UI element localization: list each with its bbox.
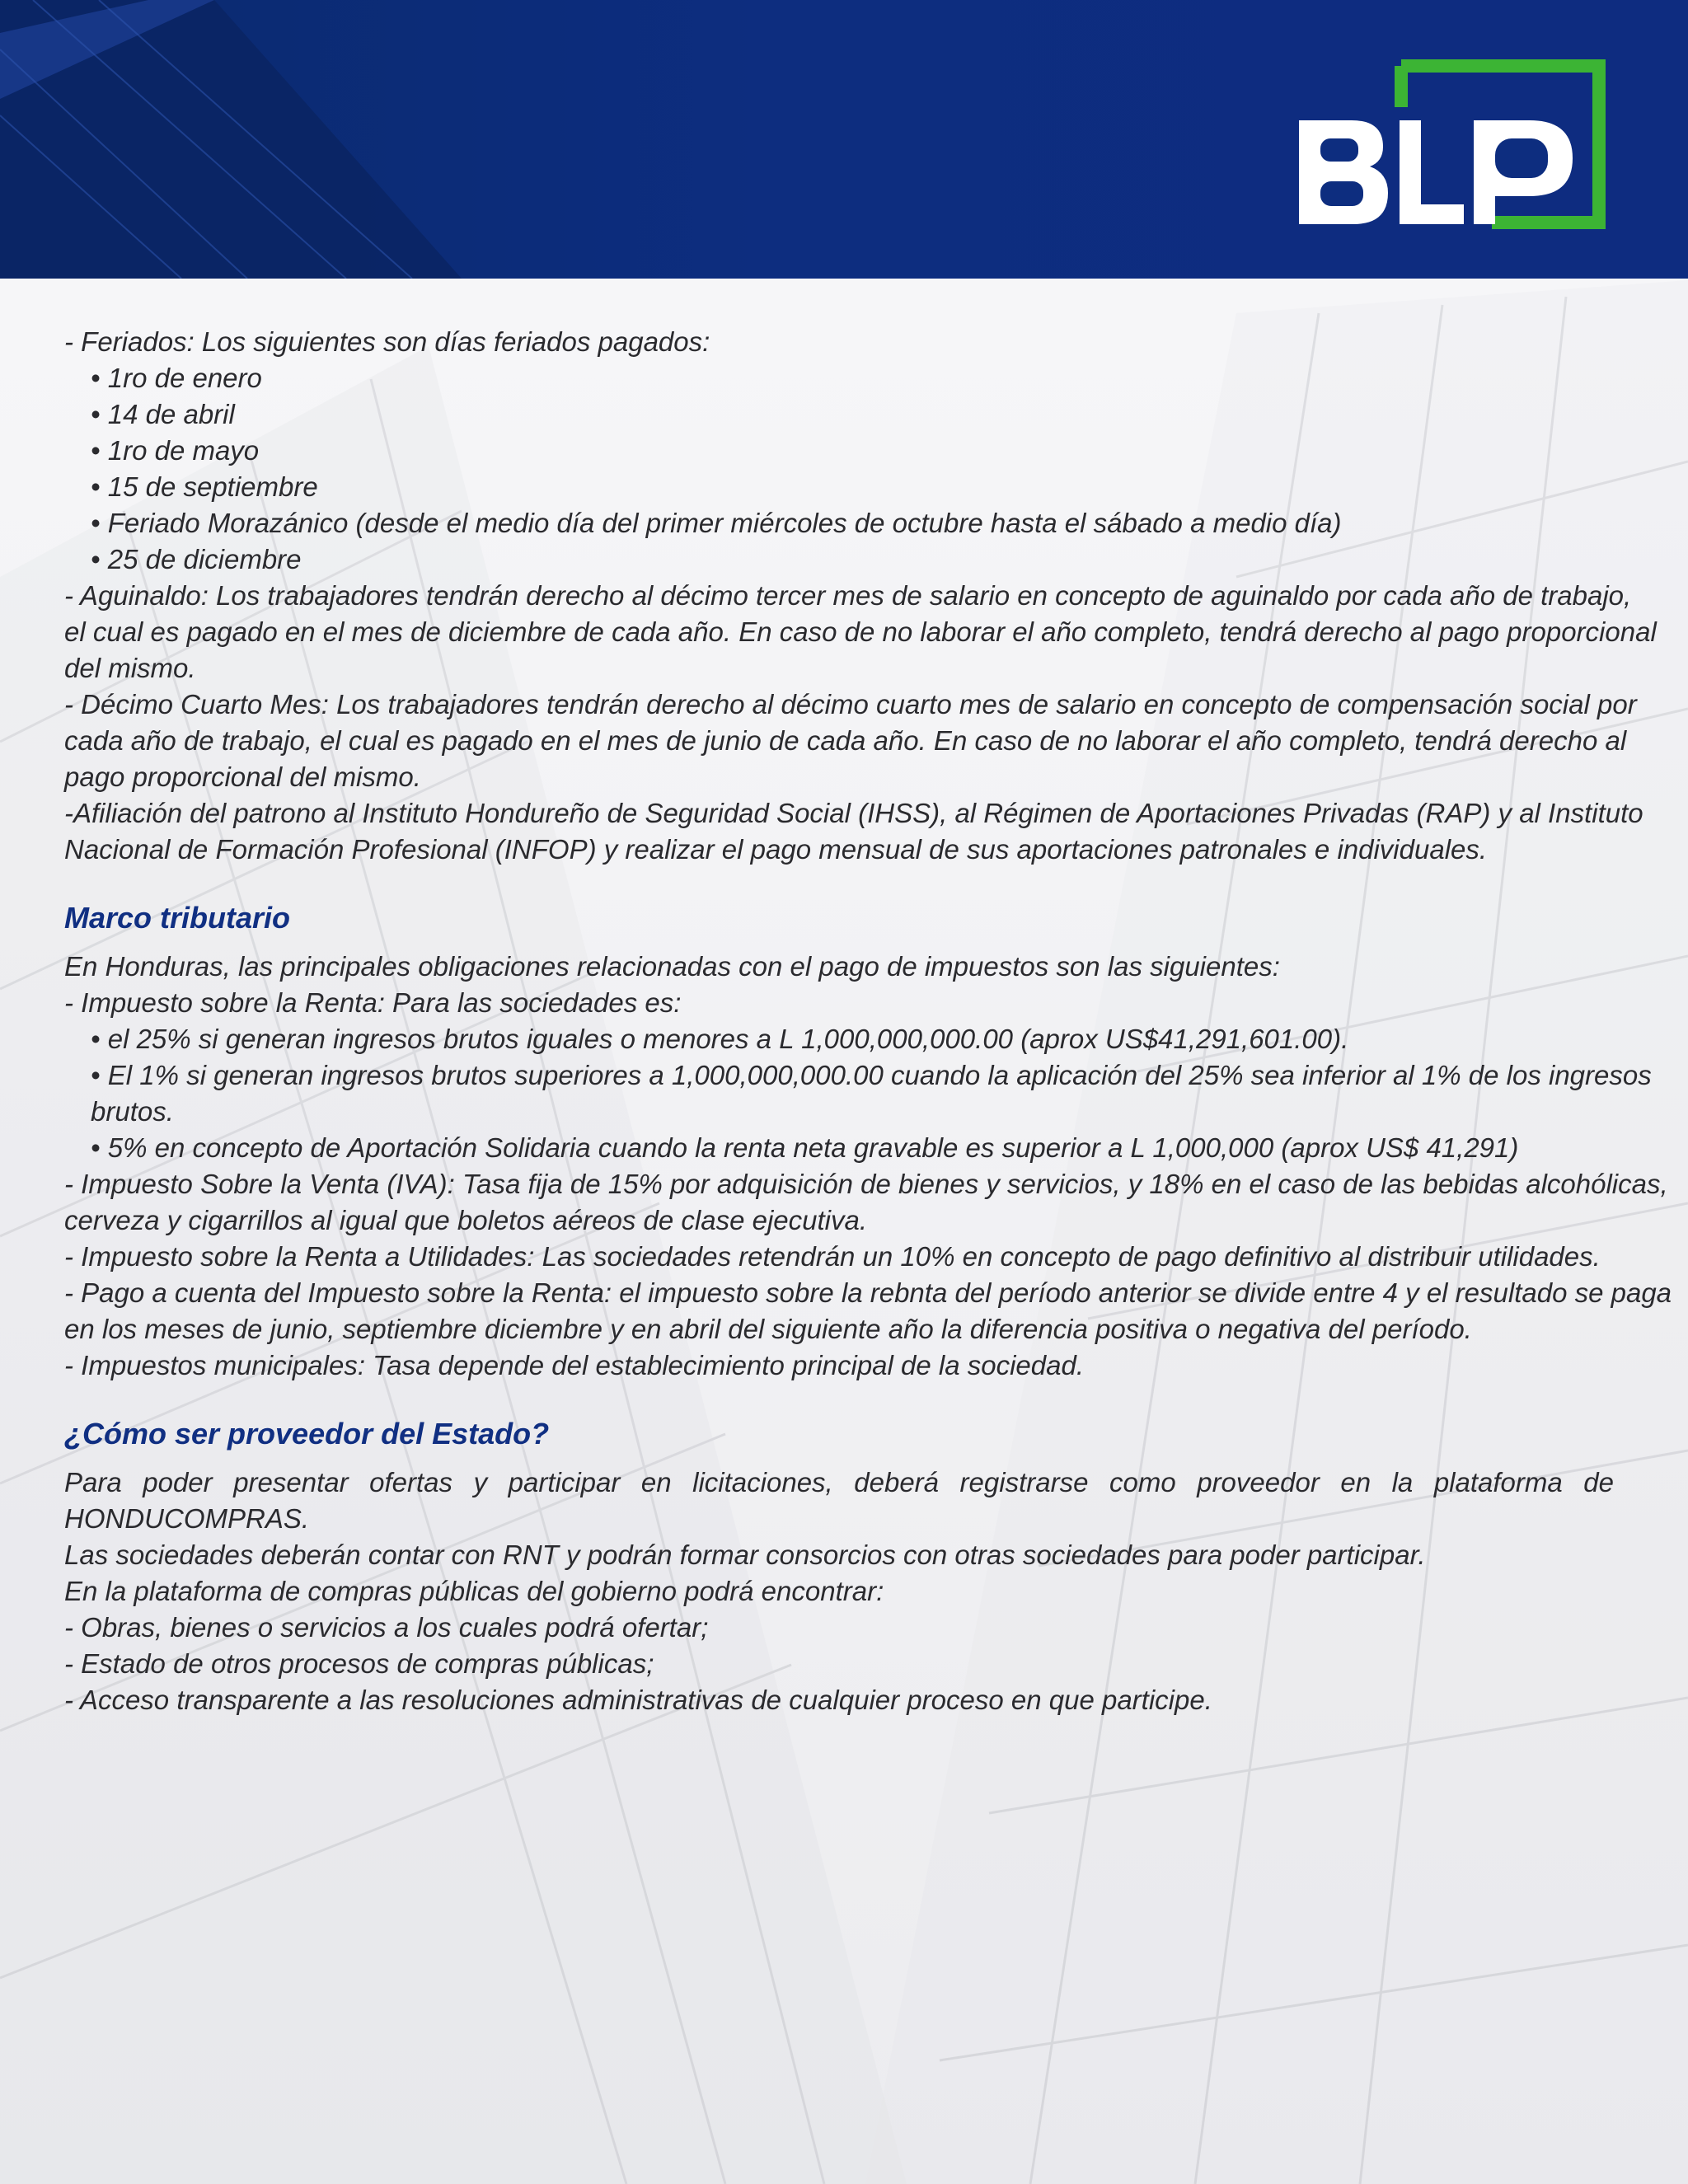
proveedor-section [64,1413,1614,1718]
renta-item: • el 25% si generan ingresos brutos iguales o menores a L 1,000,000,000.00 (aprox US$41,291,601.00). [91,1024,1349,1054]
text-line: -Afiliación del patrono al Instituto Hondureño de Seguridad Social (IHSS), al Régimen de Aportaciones Privadas (RAP) y al Instituto [64,798,1643,828]
renta-intro: - Impuesto sobre la Renta: Para las sociedades es: [64,987,682,1018]
holiday-item: • 14 de abril [91,399,235,429]
text-line: el cual es pagado en el mes de diciembre de cada año. En caso de no laborar el año completo, tendrá derecho al pago proporcional [64,616,1657,647]
aguinaldo-paragraph [64,578,1657,687]
renta-item: • 5% en concepto de Aportación Solidaria cuando la renta neta gravable es superior a L 1,000,000 (aprox US$ 41,291) [91,1132,1519,1163]
text-line: Las sociedades deberán contar con RNT y podrán formar consorcios con otras sociedades para poder participar. [64,1540,1426,1570]
list-item: - Acceso transparente a las resoluciones administrativas de cualquier proceso en que participe. [64,1685,1212,1715]
section-heading-proveedor: ¿Cómo ser proveedor del Estado? [64,1417,550,1451]
renta-item: • El 1% si generan ingresos brutos superiores a 1,000,000,000.00 cuando la aplicación del 25% sea inferior al 1% de los ingresos [91,1060,1652,1090]
text-line: En la plataforma de compras públicas del gobierno podrá encontrar: [64,1576,884,1606]
feriados-intro: - Feriados: Los siguientes son días feriados pagados: [64,326,710,357]
renta-item-continuation: brutos. [91,1096,174,1127]
holiday-item: • 25 de diciembre [91,544,302,574]
feriados-section [64,324,1614,578]
municipales-line: - Impuestos municipales: Tasa depende del establecimiento principal de la sociedad. [64,1350,1085,1380]
blp-logo [1294,49,1607,231]
pago-cuenta-line: - Pago a cuenta del Impuesto sobre la Renta: el impuesto sobre la rebnta del período anterior se divide entre 4 y el resultado se paga [64,1277,1672,1308]
afiliacion-paragraph [64,795,1643,868]
marco-intro: En Honduras, las principales obligaciones relacionadas con el pago de impuestos son las siguientes: [64,951,1280,982]
pago-cuenta-line: en los meses de junio, septiembre diciembre y en abril del siguiente año la diferencia positiva o negativa del período. [64,1314,1472,1344]
iva-line: cerveza y cigarrillos al igual que boletos aéreos de clase ejecutiva. [64,1205,868,1235]
iva-line: - Impuesto Sobre la Venta (IVA): Tasa fija de 15% por adquisición de bienes y servicios, y 18% en el caso de las bebidas alcohólicas, [64,1169,1668,1199]
text-line: cada año de trabajo, el cual es pagado en el mes de junio de cada año. En caso de no laborar el año completo, tendrá derecho al [64,725,1627,756]
text-line: Nacional de Formación Profesional (INFOP) y realizar el pago mensual de sus aportaciones patronales e individuales. [64,834,1488,865]
document-body [64,324,1672,1718]
text-line: del mismo. [64,653,196,683]
text-line: HONDUCOMPRAS. [64,1503,310,1534]
section-heading-marco-tributario: Marco tributario [64,901,291,935]
decimo-cuarto-paragraph [64,687,1637,795]
text-line: - Décimo Cuarto Mes: Los trabajadores tendrán derecho al décimo cuarto mes de salario en concepto de compensación social por [64,689,1637,719]
holiday-item: • 1ro de enero [91,363,262,393]
list-item: - Obras, bienes o servicios a los cuales podrá ofertar; [64,1612,709,1643]
text-line: - Aguinaldo: Los trabajadores tendrán derecho al décimo tercer mes de salario en concepto de aguinaldo por cada año de trabajo, [64,580,1632,611]
marco-tributario-section [64,898,1672,1384]
holiday-item: • 15 de septiembre [91,471,318,502]
list-item: - Estado de otros procesos de compras públicas; [64,1648,654,1679]
header-banner [0,0,1688,279]
utilidades-line: - Impuesto sobre la Renta a Utilidades: Las sociedades retendrán un 10% en concepto de pago definitivo al distribuir utilidades. [64,1241,1601,1272]
text-line: pago proporcional del mismo. [64,762,421,792]
holiday-item: • Feriado Morazánico (desde el medio día del primer miércoles de octubre hasta el sábado a medio día) [91,508,1342,538]
holiday-item: • 1ro de mayo [91,435,260,466]
text-line: Para poder presentar ofertas y participar en licitaciones, deberá registrarse como proveedor en la plataforma de [64,1467,1614,1497]
